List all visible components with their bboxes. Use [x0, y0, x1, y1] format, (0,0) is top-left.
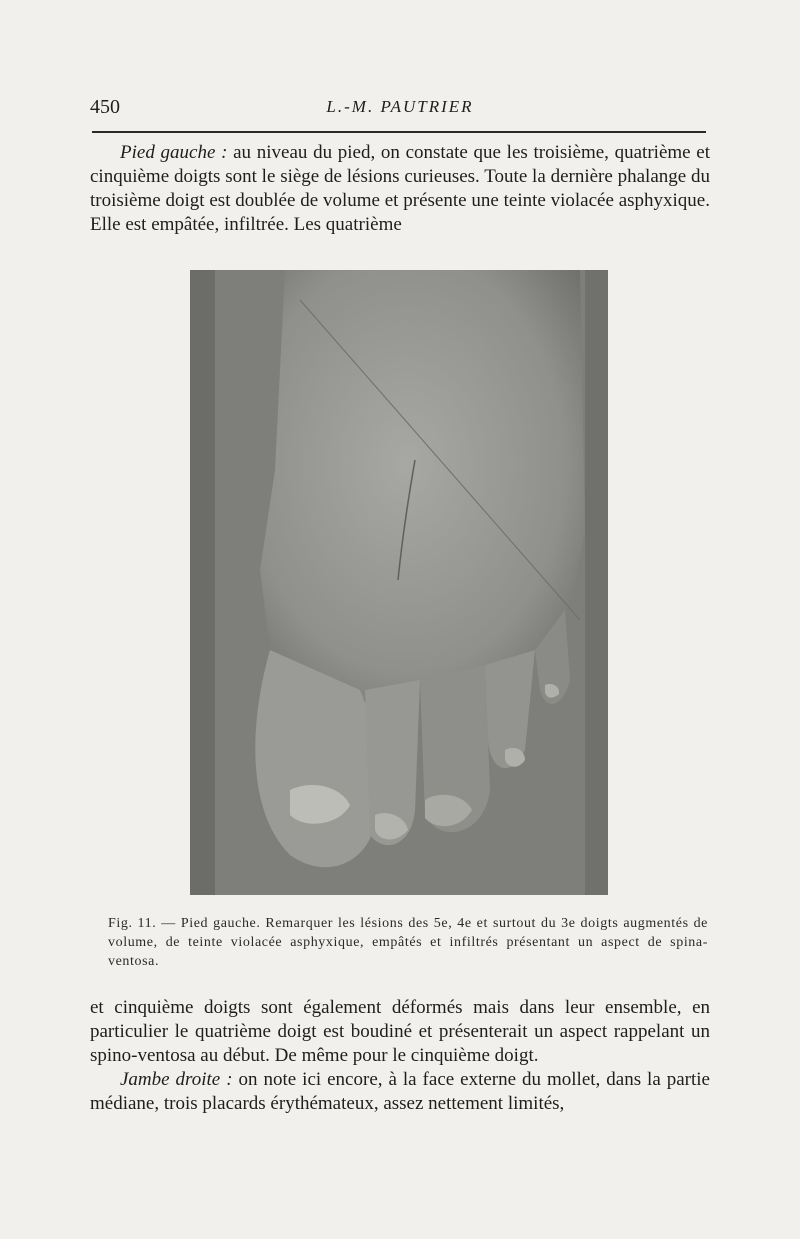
running-title: L.-M. PAUTRIER [326, 97, 474, 116]
top-paragraph [90, 141, 710, 237]
page-number: 450 [90, 96, 120, 118]
paragraph-text: au niveau du pied, on constate que les troisième, quatrième et cinquième doigts sont le siège de lésions curieuses. Toute la dernière phalange du troisième doigt est doublée de volume et présente une teinte violacée asphyxique. Elle est empâtée, infiltrée. Les quatrième [90, 142, 710, 235]
header-rule [92, 131, 706, 133]
foot-photograph [190, 270, 608, 895]
paragraph-lead-jambe-droite: Jambe droite : [120, 1069, 233, 1090]
caption-text: Fig. 11. — Pied gauche. Remarquer les lésions des 5e, 4e et surtout du 3e doigts augmentés de volume, de teinte violacée asphyxique, empâtés et infiltrés présentant un aspect de spina-ventosa. [108, 916, 708, 969]
continuation-paragraph: et cinquième doigts sont également déformés mais dans leur ensemble, en particulier le quatrième doigt est boudiné et présenterait un aspect rappelant un spino-ventosa au début. De même pour le cinquième doigt. [90, 997, 710, 1066]
figure-caption [108, 914, 708, 971]
paragraph-text-jambe-droite: on note ici encore, à la face externe du mollet, dans la partie médiane, trois placards érythémateux, assez nettement limités, [90, 1069, 710, 1114]
foot-image [190, 270, 608, 895]
running-head [90, 96, 710, 120]
paragraph-lead-pied-gauche: Pied gauche : [120, 142, 228, 163]
bottom-text [90, 996, 710, 1116]
